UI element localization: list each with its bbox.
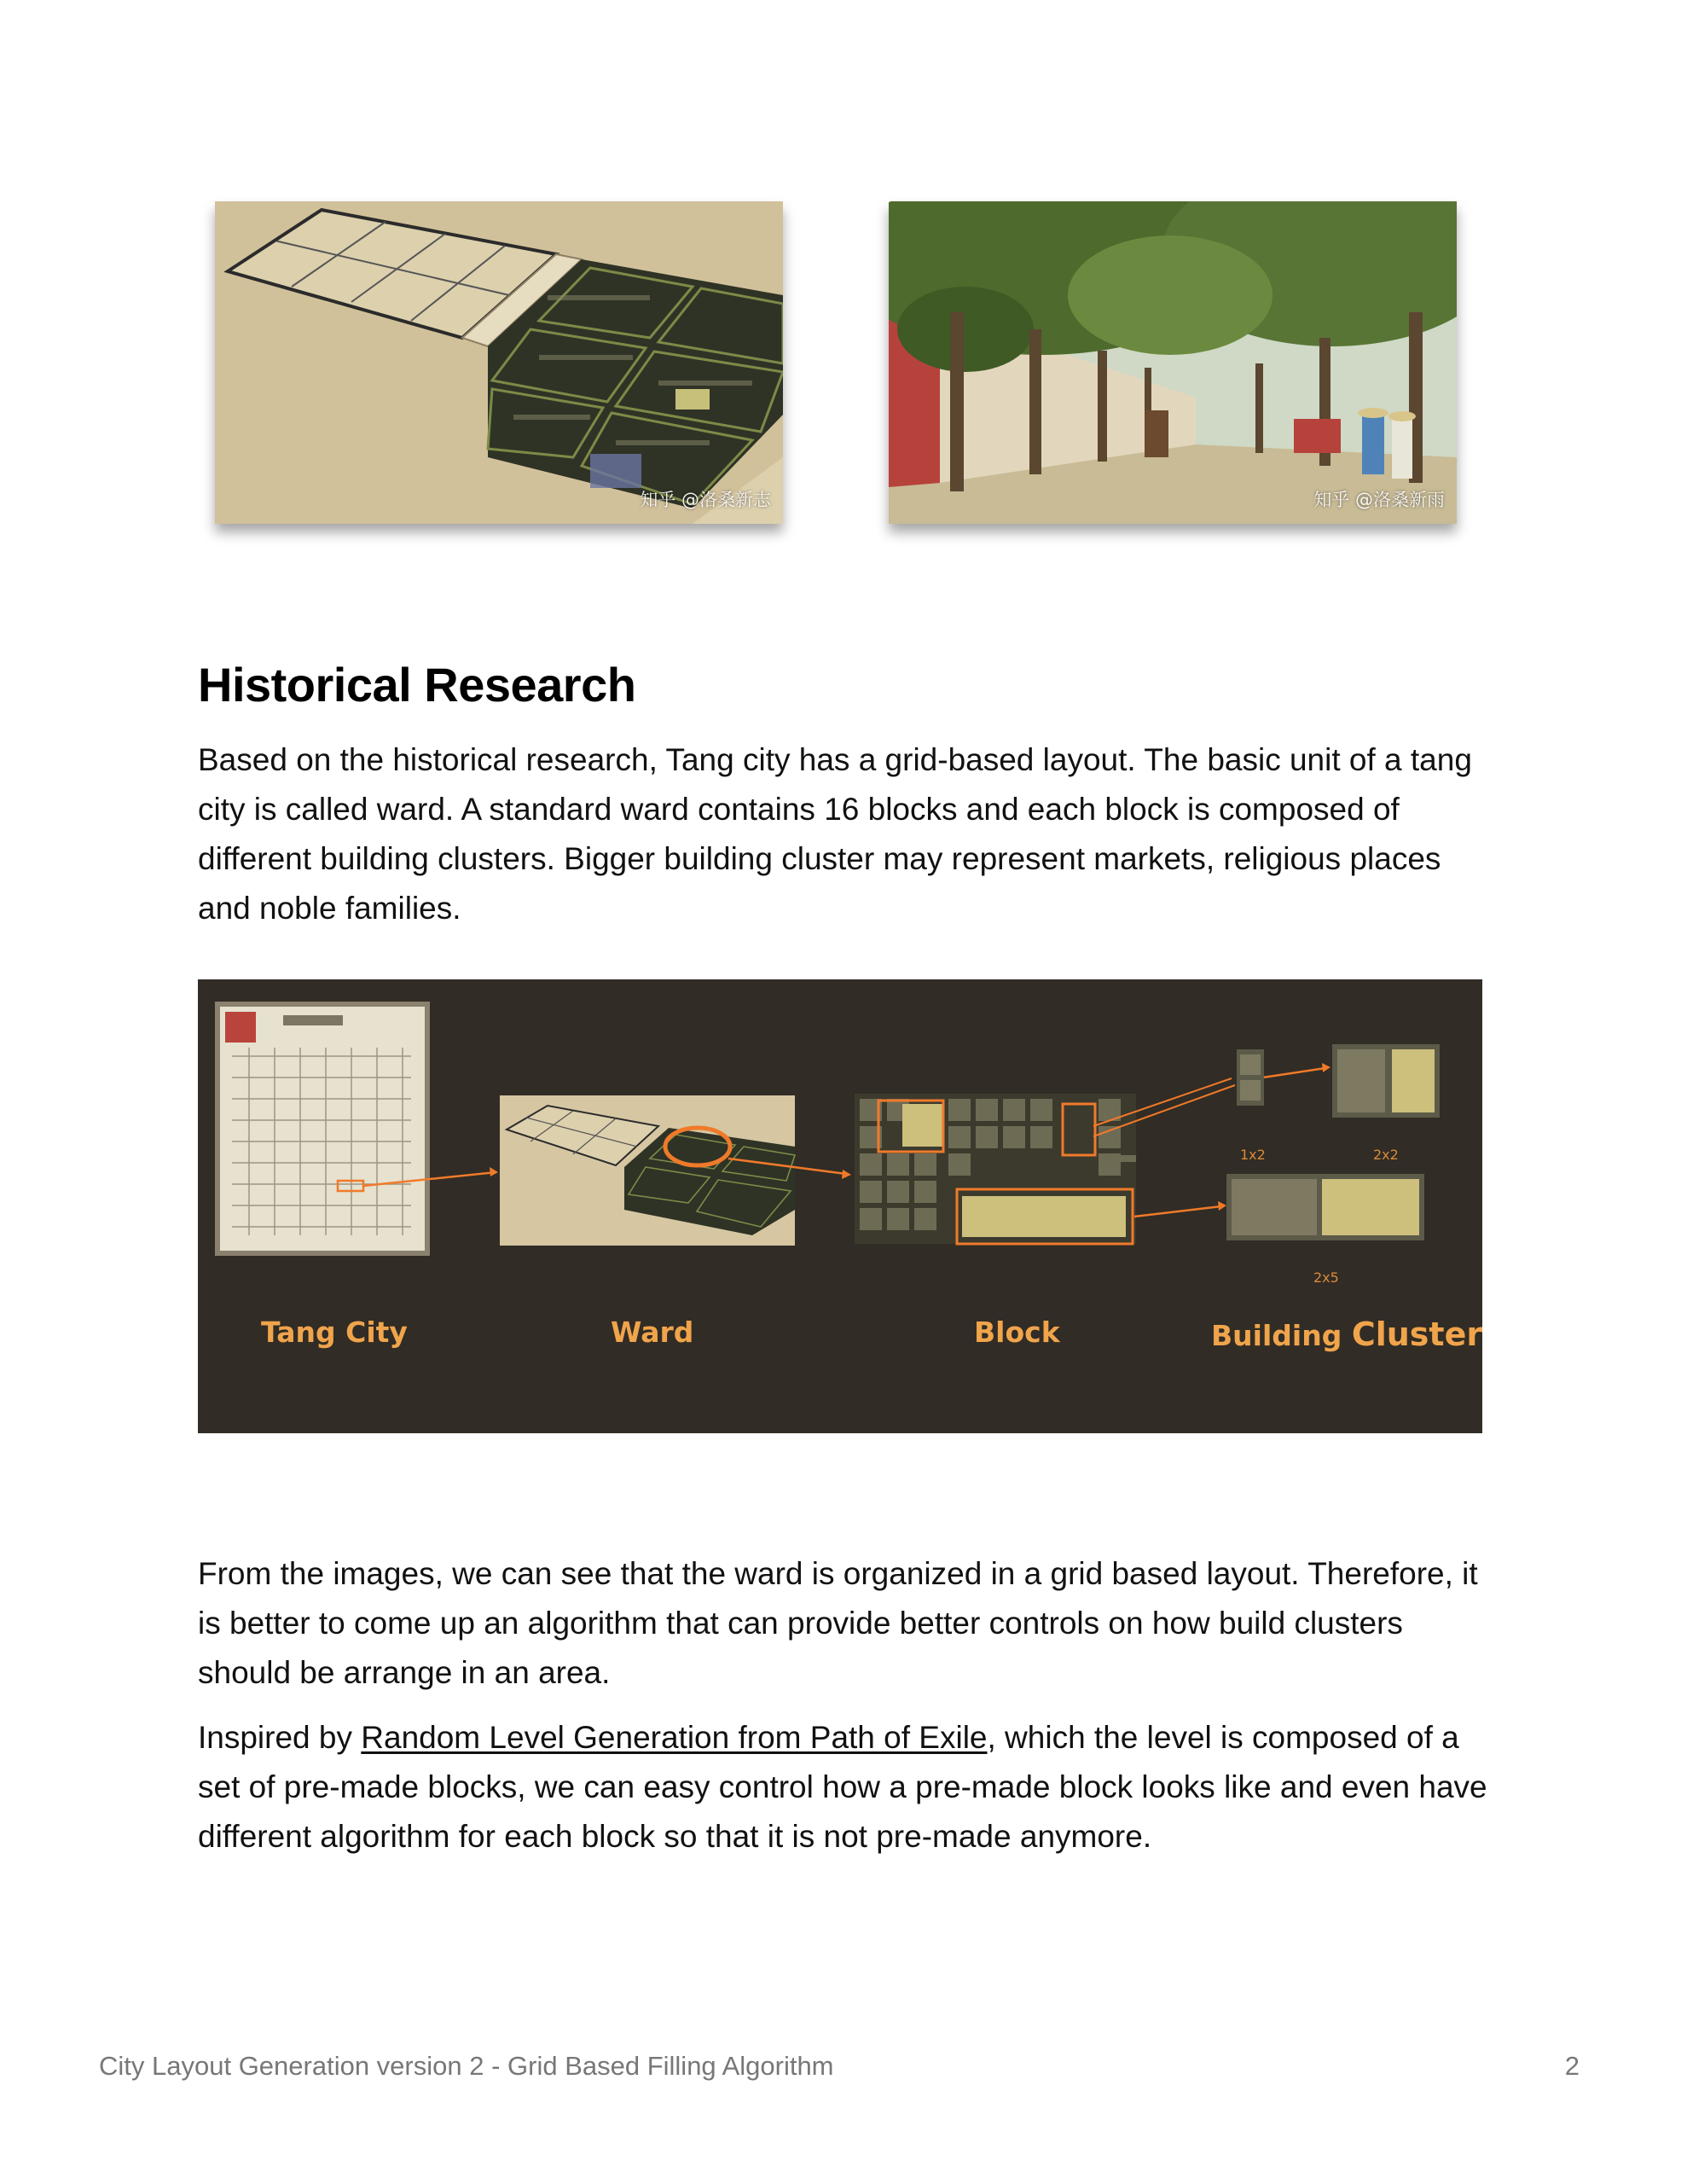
city-hierarchy-diagram <box>198 979 1482 1433</box>
label-block: Block <box>974 1316 1060 1349</box>
label-tang-city: Tang City <box>261 1316 408 1349</box>
path-of-exile-link[interactable]: Random Level Generation from Path of Exile <box>361 1720 988 1755</box>
footer-title: City Layout Generation version 2 - Grid Based Filling Algorithm <box>99 2051 834 2081</box>
left-photo-watermark: 知乎 @洛桑新志 <box>640 490 771 510</box>
label-building: Building <box>1211 1319 1342 1352</box>
ward-illustration-image <box>215 201 783 524</box>
size-label-2x2: 2x2 <box>1373 1147 1399 1163</box>
size-label-1x2: 1x2 <box>1240 1147 1266 1163</box>
right-photo-watermark: 知乎 @洛桑新雨 <box>1313 490 1445 510</box>
ward-thumbnail <box>500 1095 795 1246</box>
inspiration-text-after: , which the level is composed of a set of pre-made blocks, we can easy control how a pre-made block looks like and even have different algorithm for each block so that it is not pre-made anymore. <box>198 1720 1487 1854</box>
inspiration-text-before: Inspired by <box>198 1720 362 1755</box>
street-scene-image <box>889 201 1457 524</box>
block-thumbnail <box>855 1094 1136 1244</box>
label-building-cluster <box>1211 1316 1482 1353</box>
page-number: 2 <box>1564 2051 1580 2081</box>
cluster-1x2 <box>1237 1049 1264 1106</box>
label-cluster: Cluster <box>1351 1316 1482 1353</box>
cluster-2x2 <box>1332 1044 1440 1118</box>
label-ward: Ward <box>611 1316 694 1349</box>
inspiration-paragraph <box>198 1713 1494 1862</box>
cluster-2x5 <box>1226 1174 1424 1240</box>
size-label-2x5: 2x5 <box>1313 1269 1339 1286</box>
intro-paragraph: Based on the historical research, Tang city has a grid-based layout. The basic unit of a tang city is called ward. A standard ward contains 16 blocks and each block is composed of different building clusters. Bigger building cluster may represent markets, religious places and noble families. <box>198 742 1472 926</box>
section-heading: Historical Research <box>198 658 636 712</box>
tang-city-map <box>215 1002 430 1256</box>
analysis-paragraph: From the images, we can see that the ward is organized in a grid based layout. Therefore, it is better to come up an algorithm that can provide better controls on how build clusters should be arrange in an area. <box>198 1556 1478 1690</box>
